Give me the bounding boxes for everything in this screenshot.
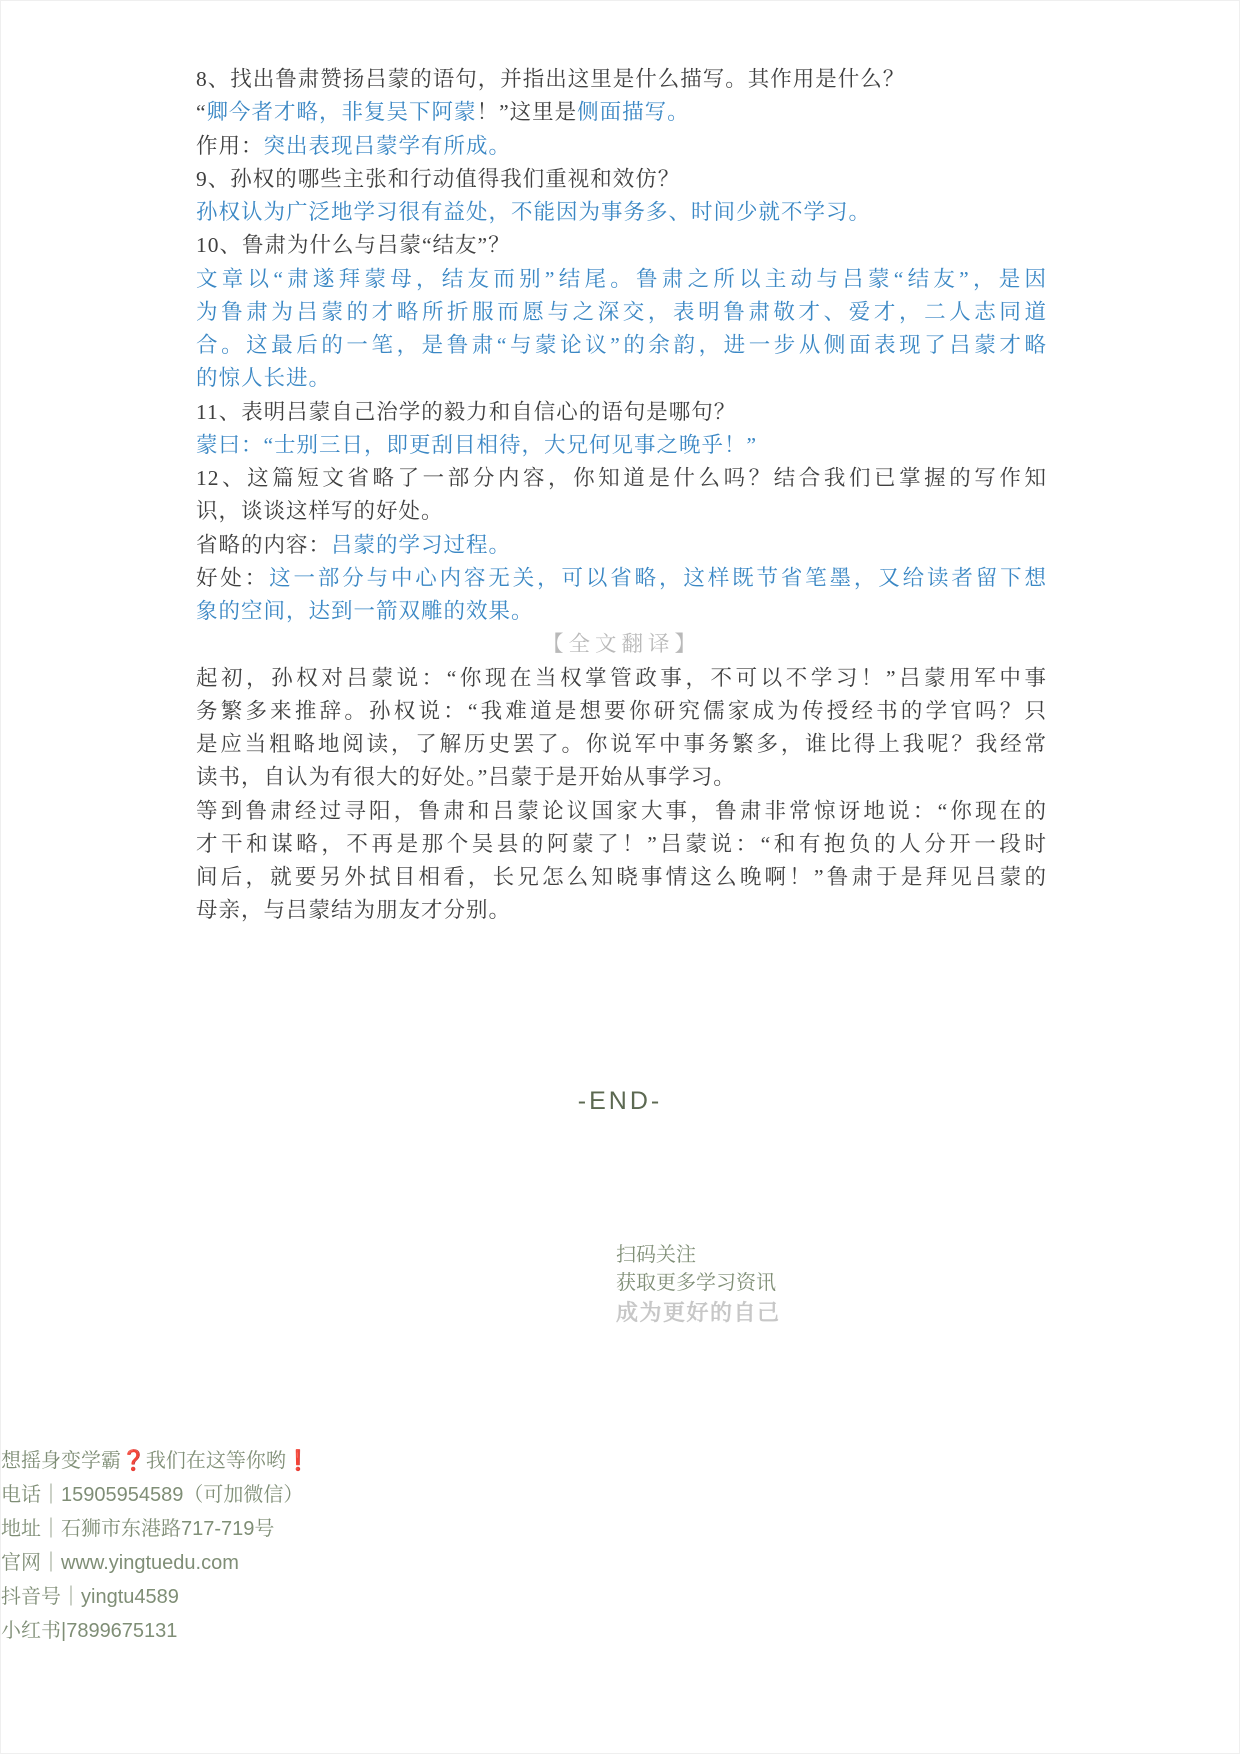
text-segment: “ bbox=[196, 100, 207, 125]
text-segment: 为鲁肃为吕蒙的才略所折服而愿与之深交，表明鲁肃敬才、爱才，二人志同道 bbox=[196, 299, 1047, 324]
text-segment: ❓ bbox=[121, 1450, 146, 1472]
text-segment: 省略的内容： bbox=[196, 532, 332, 557]
qr-caption bbox=[616, 1242, 781, 1327]
text-segment: 11、表明吕蒙自己治学的毅力和自信心的语句是哪句？ bbox=[196, 399, 737, 424]
text-line bbox=[196, 795, 1047, 828]
text-line bbox=[196, 263, 1047, 296]
text-segment: 作用： bbox=[196, 133, 264, 158]
text-segment: 才干和谋略，不再是那个吴县的阿蒙了！”吕蒙说：“和有抱负的人分开一段时 bbox=[196, 831, 1047, 856]
text-segment: 我们在这等你哟 bbox=[145, 1450, 286, 1472]
text-segment: 官网｜www.yingtuedu.com bbox=[1, 1552, 239, 1574]
text-segment: ！”这里是 bbox=[476, 100, 578, 125]
text-segment: 母亲，与吕蒙结为朋友才分别。 bbox=[196, 898, 512, 923]
text-segment: 象的空间，达到一箭双雕的效果。 bbox=[196, 599, 534, 623]
text-segment: 务繁多来推辞。孙权说：“我难道是想要你研究儒家成为传授经书的学官吗？只 bbox=[196, 698, 1047, 723]
text-segment: 合。这最后的一笔，是鲁肃“与蒙论议”的余韵，进一步从侧面表现了吕蒙才略 bbox=[196, 333, 1047, 357]
text-line bbox=[196, 362, 1047, 395]
text-segment: 电话｜15905954589（可加微信） bbox=[1, 1484, 304, 1506]
text-line bbox=[196, 63, 1047, 96]
text-line bbox=[196, 695, 1047, 728]
qr-caption-line2: 获取更多学习资讯 bbox=[616, 1271, 776, 1294]
text-segment: 等到鲁肃经过寻阳，鲁肃和吕蒙论议国家大事，鲁肃非常惊讶地说：“你现在的 bbox=[196, 798, 1047, 823]
text-line bbox=[196, 396, 1047, 429]
text-segment: 识，谈谈这样写的好处。 bbox=[196, 499, 444, 524]
qr-caption-slogan: 成为更好的自己 bbox=[616, 1300, 781, 1325]
text-segment: 这一部分与中心内容无关，可以省略，这样既节省笔墨，又给读者留下想 bbox=[269, 565, 1047, 590]
text-segment: 蒙曰：“士别三日，即更刮目相待，大兄何见事之晚乎！” bbox=[196, 432, 758, 457]
text-line bbox=[196, 761, 1047, 794]
contact-line bbox=[1, 1478, 1239, 1512]
text-line bbox=[196, 828, 1047, 861]
text-segment: 9、孙权的哪些主张和行动值得我们重视和效仿？ bbox=[196, 166, 681, 191]
text-line bbox=[196, 529, 1047, 562]
text-line bbox=[196, 429, 1047, 462]
text-line bbox=[196, 462, 1047, 495]
text-segment: ❗ bbox=[285, 1450, 311, 1472]
qr-caption-line1: 扫码关注 bbox=[616, 1244, 696, 1266]
text-segment: 的惊人长进。 bbox=[196, 366, 332, 391]
text-line bbox=[196, 595, 1047, 628]
text-line bbox=[196, 229, 1047, 262]
text-line bbox=[196, 861, 1047, 894]
text-line bbox=[196, 728, 1047, 761]
text-segment: 孙权认为广泛地学习很有益处，不能因为事务多、时间少就不学习。 bbox=[196, 200, 872, 224]
contact-info bbox=[1, 1444, 1239, 1648]
text-segment: 是应当粗略地阅读，了解历史罢了。你说军中事务繁多，谁比得上我呢？我经常 bbox=[196, 732, 1047, 756]
text-line bbox=[196, 662, 1047, 695]
text-line bbox=[196, 196, 1047, 229]
text-line bbox=[196, 329, 1047, 362]
contact-line bbox=[1, 1580, 1239, 1614]
text-segment: 8、找出鲁肃赞扬吕蒙的语句，并指出这里是什么描写。其作用是什么？ bbox=[196, 67, 906, 91]
text-segment: 突出表现吕蒙学有所成。 bbox=[263, 133, 512, 158]
contact-line bbox=[1, 1512, 1239, 1546]
text-segment: 读书，自认为有很大的好处。”吕蒙于是开始从事学习。 bbox=[196, 765, 736, 790]
text-line bbox=[196, 296, 1047, 329]
text-line bbox=[196, 96, 1047, 129]
text-segment: 小红书|7899675131 bbox=[1, 1620, 178, 1642]
contact-line bbox=[1, 1614, 1239, 1648]
contact-line bbox=[1, 1546, 1239, 1580]
text-line bbox=[196, 894, 1047, 927]
text-line bbox=[196, 628, 1047, 661]
text-segment: 卿今者才略，非复吴下阿蒙 bbox=[206, 100, 477, 125]
text-segment: 侧面描写。 bbox=[577, 100, 690, 125]
text-line bbox=[196, 163, 1047, 196]
text-segment: 想摇身变学霸 bbox=[1, 1450, 121, 1472]
text-line bbox=[196, 130, 1047, 163]
text-segment: 地址｜石狮市东港路717-719号 bbox=[1, 1518, 275, 1540]
text-line bbox=[196, 495, 1047, 528]
end-marker: -END- bbox=[577, 1087, 663, 1115]
text-segment: 抖音号｜yingtu4589 bbox=[1, 1586, 179, 1608]
text-segment: 起初，孙权对吕蒙说：“你现在当权掌管政事，不可以不学习！”吕蒙用军中事 bbox=[196, 665, 1047, 690]
contact-line bbox=[1, 1444, 1239, 1478]
text-segment: 【全文翻译】 bbox=[541, 632, 701, 657]
text-segment: 文章以“肃遂拜蒙母，结友而别”结尾。鲁肃之所以主动与吕蒙“结友”，是因 bbox=[196, 266, 1047, 291]
qa-and-translation-content bbox=[196, 63, 1047, 928]
text-segment: 12、这篇短文省略了一部分内容，你知道是什么吗？结合我们已掌握的写作知 bbox=[196, 466, 1047, 490]
text-segment: 好处： bbox=[196, 565, 270, 590]
text-segment: 吕蒙的学习过程。 bbox=[331, 532, 512, 557]
text-line bbox=[196, 562, 1047, 595]
text-segment: 10、鲁肃为什么与吕蒙“结友”？ bbox=[196, 233, 511, 258]
text-segment: 间后，就要另外拭目相看，长兄怎么知晓事情这么晚啊！”鲁肃于是拜见吕蒙的 bbox=[196, 865, 1047, 889]
